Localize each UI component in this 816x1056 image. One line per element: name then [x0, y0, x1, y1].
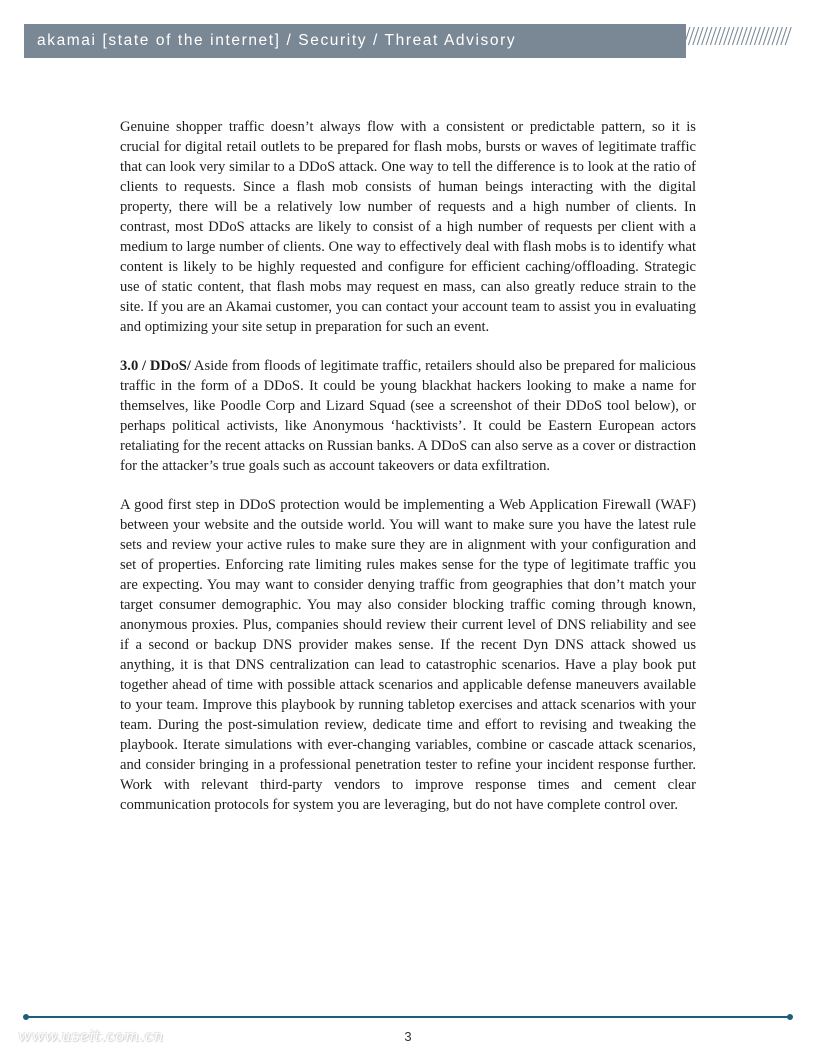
watermark: www.useit.com.cn	[18, 1027, 164, 1045]
footer-dot-left	[23, 1014, 29, 1020]
footer-rule	[26, 1016, 790, 1018]
page-number: 3	[404, 1029, 412, 1044]
paragraph-flash-mobs	[120, 117, 696, 337]
paragraph-text: A good first step in DDoS protection would be implementing a Web Application Firewall (WAF) between your website and the outside world. You will want to make sure you have the latest rule sets and review your active rules to make sure they are in alignment with your configuration and set of properties. Enforcing rate limiting rules makes sense for the type of legitimate traffic you are expecting. You may want to consider denying traffic from geographies that don’t match your target consumer demographic. You may also consider blocking traffic coming through known, anonymous proxies. Plus, companies should review their current level of DNS reliability and see if a second or backup DNS provider makes sense. If the recent Dyn DNS attack showed us anything, it is that DNS centralization can lead to catastrophic scenarios. Have a play book put together ahead of time with possible attack scenarios and applicable defense maneuvers available to your team. Improve this playbook by running tabletop exercises and attack scenarios with your team. During the post-simulation review, dedicate time and effort to revising and tweaking the playbook. Iterate simulations with ever-changing variables, combine or cascade attack scenarios, and consider bringing in a professional penetration tester to refine your incident response further. Work with relevant third-party vendors to improve response times and cement clear communication protocols for system you are leveraging, but do not have complete control over.	[120, 497, 696, 813]
article-body	[120, 117, 696, 834]
header-title: akamai [state of the internet] / Security / Threat Advisory	[37, 32, 517, 49]
hatch-pattern-icon	[676, 26, 792, 46]
section-number: 3.0 /	[120, 358, 150, 374]
paragraph-ddos-section	[120, 356, 696, 476]
paragraph-text: Aside from floods of legitimate traffic, retailers should also be prepared for malicious traffic in the form of a DDoS. It could be young blackhat hackers looking to make a name for themselves, like Poodle Corp and Lizard Squad (see a screenshot of their DDoS tool below), or perhaps political activists, like Anonymous ‘hacktivists’. It could be Eastern European actors retaliating for the recent attacks on Russian banks. A DDoS can also serve as a cover or distraction for the attacker’s true goals such as account takeovers or data exfiltration.	[120, 358, 696, 474]
paragraph-ddos-protection	[120, 495, 696, 815]
section-heading: DDoS/	[149, 358, 191, 374]
paragraph-text: Genuine shopper traffic doesn’t always flow with a consistent or predictable pattern, so it is crucial for digital retail outlets to be prepared for flash mobs, bursts or waves of legitimate traffic that can look very similar to a DDoS attack. One way to tell the difference is to look at the ratio of clients to requests. Since a flash mob consists of human beings interacting with the digital property, there will be a relatively low number of requests and a high number of clients. In contrast, most DDoS attacks are likely to consist of a high number of requests per client with a medium to large number of clients. One way to effectively deal with flash mobs is to identify what content is likely to be highly requested and configure for efficient caching/offloading. Strategic use of static content, that flash mobs may request en mass, can also greatly reduce strain to the site. If you are an Akamai customer, you can contact your account team to assist you in evaluating and optimizing your site setup in preparation for such an event.	[120, 119, 696, 335]
footer-dot-right	[787, 1014, 793, 1020]
